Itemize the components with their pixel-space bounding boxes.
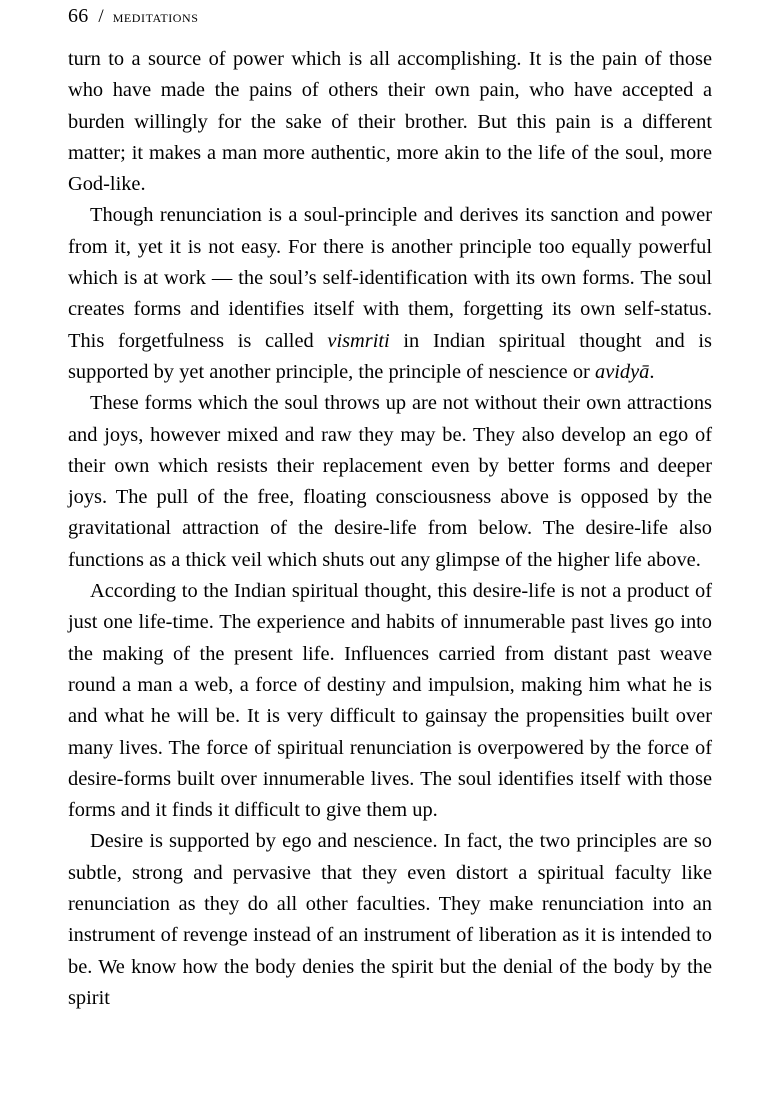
paragraph — [68, 44, 712, 200]
text-run: These forms which the soul throws up are not without their own attractions and joys, however mixed and raw they may be. They also develop an ego of their own which resists their replacement even by better forms and deeper joys. The pull of the free, floating consciousness above is opposed by the gravitational attraction of the desire-life from below. The desire-life also functions as a thick veil which shuts out any glimpse of the higher life above. — [68, 392, 712, 571]
italic-term: vismriti — [327, 329, 390, 352]
paragraph — [68, 826, 712, 1014]
running-head-title: meditations — [112, 7, 199, 26]
italic-term: avidyā — [595, 360, 650, 383]
body-text — [68, 44, 712, 1014]
paragraph — [68, 576, 712, 826]
running-head-separator: / — [98, 6, 104, 27]
text-run: According to the Indian spiritual thought, this desire-life is not a product of just one life-time. The experience and habits of innumerable past lives go into the making of the present life. Influences carried from distant past weave round a man a web, a force of destiny and impulsion, making him what he is and what he will be. It is very difficult to gainsay the propensities built over many lives. The force of spiritual renunciation is overpowered by the force of desire-forms built over innumerable lives. The soul identifies itself with those forms and it finds it difficult to give them up. — [68, 580, 712, 822]
text-run: Though renunciation is a soul-principle and derives its sanction and power from it, yet it is not easy. For there is another principle too equally powerful which is at work — the soul’s self-identification with its own forms. The soul creates forms and identifies itself with them, forgetting its own self-status. This forgetfulness is called — [68, 204, 712, 352]
paragraph — [68, 388, 712, 576]
paragraph — [68, 200, 712, 388]
text-run: in Indian spiritual thought and is supported by yet another principle, the principle of nescience or — [68, 329, 712, 383]
running-head — [68, 5, 712, 28]
page-number: 66 — [68, 5, 89, 27]
text-run: turn to a source of power which is all accomplishing. It is the pain of those who have made the pains of others their own pain, who have accepted a burden willingly for the sake of their brother. But this pain is a different matter; it makes a man more authentic, more akin to the life of the soul, more God-like. — [68, 48, 712, 196]
text-run: . — [649, 360, 655, 383]
text-run: Desire is supported by ego and nescience. In fact, the two principles are so subtle, strong and pervasive that they even distort a spiritual faculty like renunciation as they do all other faculties. They make renunciation into an instrument of revenge instead of an instrument of liberation as it is intended to be. We know how the body denies the spirit but the denial of the body by the spirit — [68, 830, 712, 1009]
